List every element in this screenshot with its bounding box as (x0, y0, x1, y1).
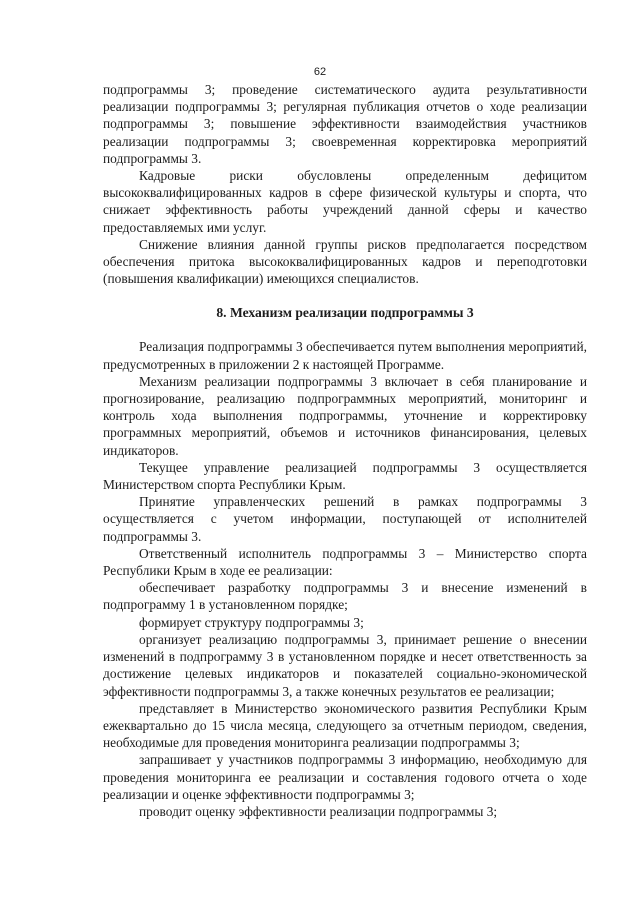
paragraph-risk-mitigation: Снижение влияния данной группы рисков предполагается посредством обеспечения притока высококвалифицированных кадров и переподготовки (повышения квалификации) имеющихся специалистов. (103, 236, 587, 287)
paragraph-staff-risks: Кадровые риски обусловлены определенным дефицитом высококвалифицированных кадров в сфере физической культуры и спорта, что снижает эффективность работы учреждений данной сферы и качество предоставляемых ими услуг. (103, 168, 587, 235)
paragraph-mechanism: Механизм реализации подпрограммы 3 включает в себя планирование и прогнозирование, реализацию подпрограммных мероприятий, мониторинг и контроль хода выполнения подпрограммы, уточнение и корректировку программных мероприятий, объемов и источников финансирования, целевых индикаторов. (103, 373, 587, 458)
paragraph-current-management: Текущее управление реализацией подпрограммы 3 осуществляется Министерством спорта Республики Крым. (103, 459, 587, 493)
paragraph-decisions: Принятие управленческих решений в рамках подпрограммы 3 осуществляется с учетом информации, поступающей от исполнителей подпрограммы 3. (103, 494, 587, 544)
paragraph-responsible-executor: Ответственный исполнитель подпрограммы 3 – Министерство спорта Республики Крым в ходе ее реализации: (103, 545, 587, 579)
section-heading: 8. Механизм реализации подпрограммы 3 (216, 305, 474, 321)
paragraph-continuation: подпрограммы 3; проведение систематического аудита результативности реализации подпрограммы 3; регулярная публикация отчетов о ходе реализации подпрограммы 3; повышение эффективности взаимодействия участников реализации подпрограммы 3; своевременная корректировка мероприятий подпрограммы 3. (103, 82, 587, 166)
list-item-organizes: организует реализацию подпрограммы 3, принимает решение о внесении изменений в подпрограмму 3 в установленном порядке и несет ответственность за достижение целевых индикаторов и показателей социально-экономической эффективности подпрограммы 3, а также конечных результатов ее реализации; (103, 631, 587, 699)
list-item-requests: запрашивает у участников подпрограммы 3 информацию, необходимую для проведения мониторинга ее реализации и составления годового отчета о ходе реализации и оценке эффективности подпрограммы 3; (103, 752, 587, 802)
document-body (103, 81, 587, 820)
list-item-evaluation: проводит оценку эффективности реализации подпрограммы 3; (139, 803, 498, 819)
list-item-reports: представляет в Министерство экономического развития Республики Крым ежеквартально до 15 числа месяца, следующего за отчетным периодом, сведения, необходимые для проведения мониторинга реализации подпрограммы 3; (103, 700, 587, 751)
paragraph-implementation: Реализация подпрограммы 3 обеспечивается путем выполнения мероприятий, предусмотренных в приложении 2 к настоящей Программе. (103, 339, 587, 372)
list-item-structure: формирует структуру подпрограммы 3; (139, 614, 364, 630)
page-number: 62 (313, 66, 327, 78)
list-item-development: обеспечивает разработку подпрограммы 3 и внесение изменений в подпрограмму 1 в установленном порядке; (103, 580, 587, 613)
